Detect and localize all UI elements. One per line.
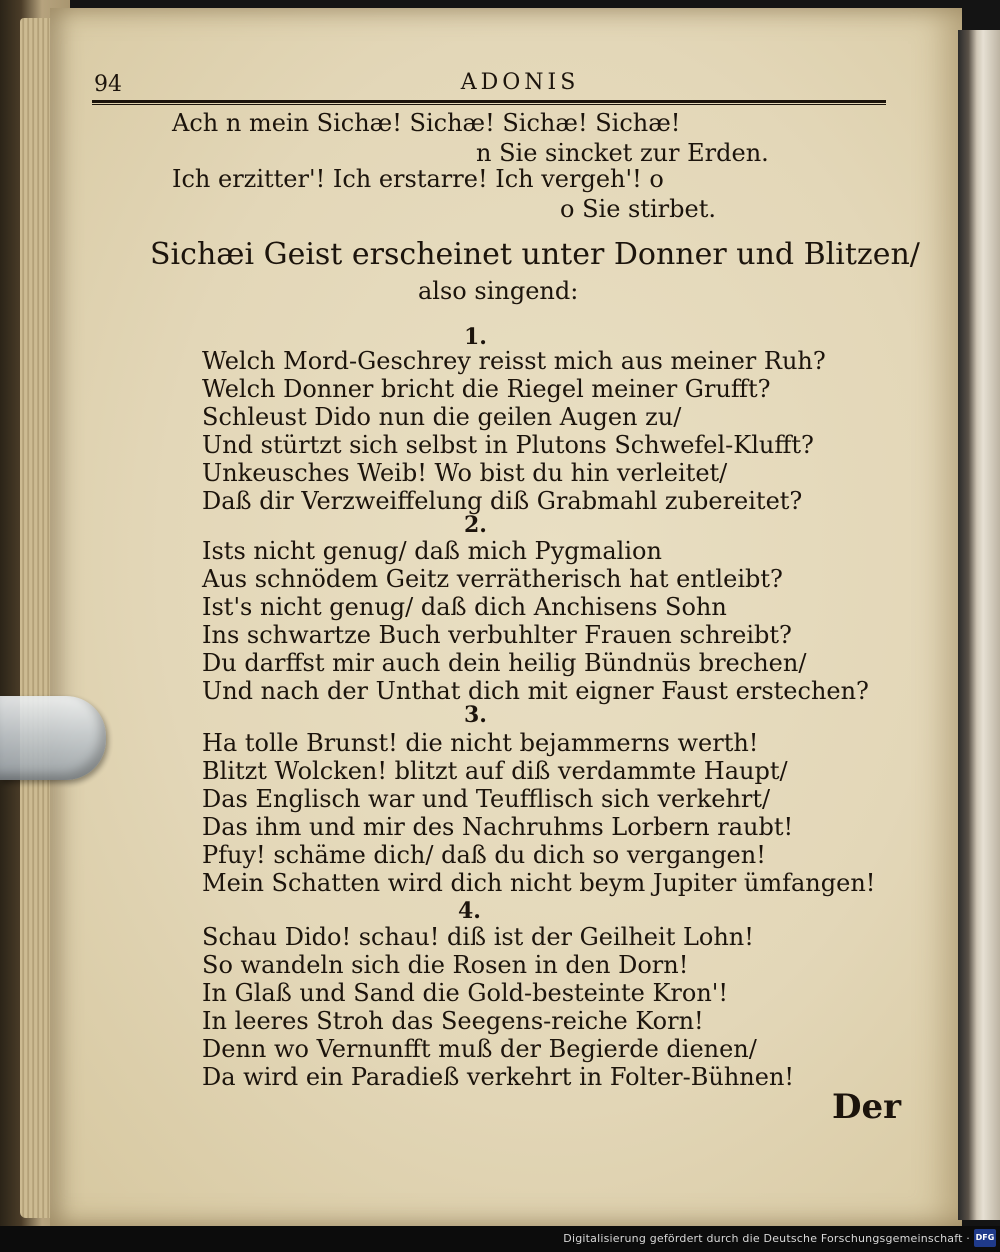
verse-line: Das ihm und mir des Nachruhms Lorbern raubt!	[202, 813, 794, 841]
stage-direction-line2: also singend:	[418, 277, 579, 305]
right-page-edge	[958, 30, 1000, 1220]
verse-line: Da wird ein Paradieß verkehrt in Folter-Bühnen!	[202, 1063, 795, 1091]
stanza-number: 2.	[464, 512, 487, 538]
page-number: 94	[94, 72, 122, 97]
verse-line: Welch Donner bricht die Riegel meiner Grufft?	[202, 375, 771, 403]
verse-line: Schleust Dido nun die geilen Augen zu/	[202, 403, 682, 431]
intro-line: n Sie sincket zur Erden.	[476, 139, 769, 167]
verse-line: Und nach der Unthat dich mit eigner Faust erstechen?	[202, 677, 869, 705]
header-rule	[92, 100, 886, 103]
verse-line: Ha tolle Brunst! die nicht bejammerns werth!	[202, 729, 759, 757]
verse-line: Daß dir Verzweiffelung diß Grabmahl zubereitet?	[202, 487, 803, 515]
running-title: ADONIS	[460, 70, 580, 95]
verse-line: Schau Dido! schau! diß ist der Geilheit Lohn!	[202, 923, 754, 951]
verse-line: Und stürtzt sich selbst in Plutons Schwefel-Klufft?	[202, 431, 814, 459]
stanza-number: 4.	[458, 898, 481, 924]
catchword: Der	[832, 1087, 902, 1127]
stanza-number: 1.	[464, 324, 487, 350]
verse-line: Mein Schatten wird dich nicht beym Jupiter ümfangen!	[202, 869, 876, 897]
verse-line: In leeres Stroh das Seegens-reiche Korn!	[202, 1007, 704, 1035]
verse-line: Du darffst mir auch dein heilig Bündnüs brechen/	[202, 649, 807, 677]
digitization-credit: Digitalisierung gefördert durch die Deutsche Forschungsgemeinschaft ·	[563, 1232, 970, 1245]
verse-line: Unkeusches Weib! Wo bist du hin verleitet/	[202, 459, 728, 487]
header-rule-thin	[92, 104, 886, 105]
verse-line: Denn wo Vernunfft muß der Begierde dienen/	[202, 1035, 757, 1063]
verse-line: So wandeln sich die Rosen in den Dorn!	[202, 951, 689, 979]
intro-line: Ich erzitter'! Ich erstarre! Ich vergeh'! o	[172, 165, 664, 193]
verse-line: Das Englisch war und Teufflisch sich verkehrt/	[202, 785, 771, 813]
verse-line: Welch Mord-Geschrey reisst mich aus meiner Ruh?	[202, 347, 826, 375]
page-clip	[0, 696, 106, 780]
stanza-number: 3.	[464, 702, 487, 728]
verse-line: In Glaß und Sand die Gold-besteinte Kron'!	[202, 979, 729, 1007]
intro-line: o Sie stirbet.	[560, 195, 716, 223]
verse-line: Ist's nicht genug/ daß dich Anchisens Sohn	[202, 593, 727, 621]
verse-line: Ins schwartze Buch verbuhlter Frauen schreibt?	[202, 621, 792, 649]
verse-line: Blitzt Wolcken! blitzt auf diß verdammte Haupt/	[202, 757, 788, 785]
verse-line: Pfuy! schäme dich/ daß du dich so vergangen!	[202, 841, 766, 869]
stage-direction-line1: Sichæi Geist erscheinet unter Donner und Blitzen/	[150, 237, 920, 272]
verse-line: Aus schnödem Geitz verrätherisch hat entleibt?	[202, 565, 783, 593]
intro-line: Ach n mein Sichæ! Sichæ! Sichæ! Sichæ!	[172, 109, 681, 137]
dfg-logo: DFG	[974, 1229, 996, 1247]
verse-line: Ists nicht genug/ daß mich Pygmalion	[202, 537, 662, 565]
